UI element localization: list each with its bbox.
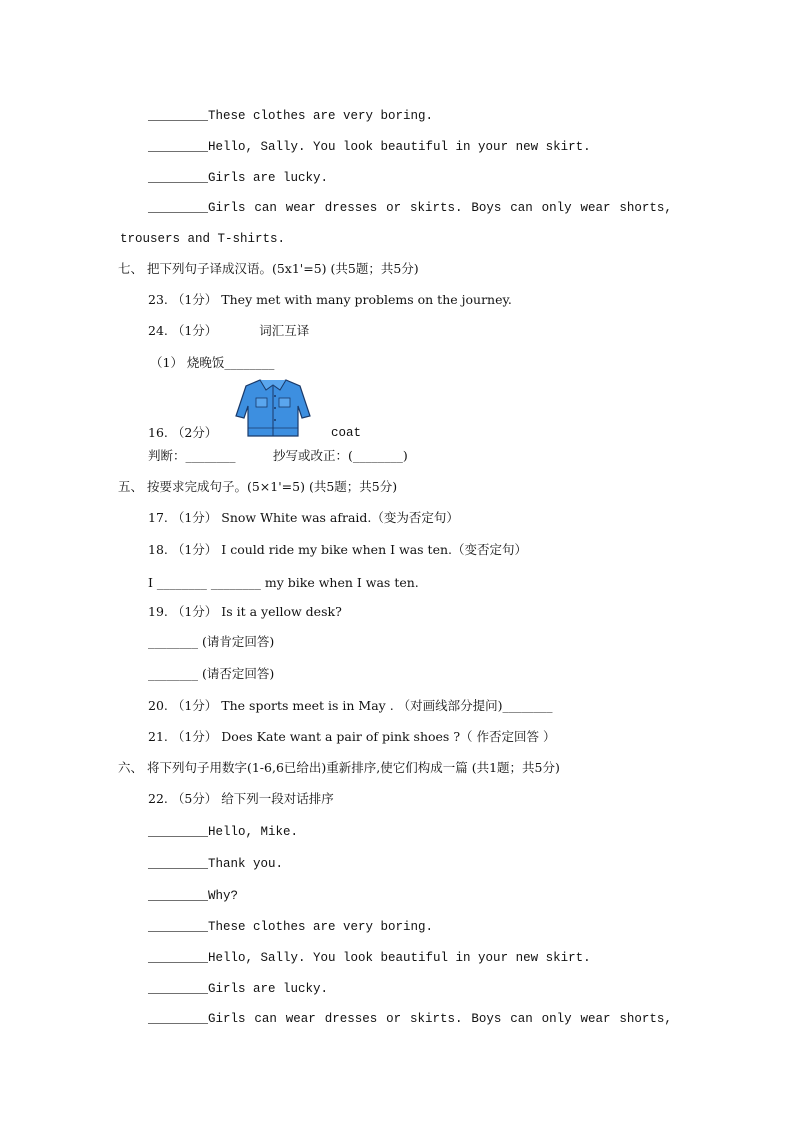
answer-blank[interactable]: ________ <box>148 201 209 215</box>
order-line-2: ________Thank you. <box>148 857 284 871</box>
order-line-1: ________Hello, Mike. <box>148 825 299 839</box>
question-19: 19. （1分） Is it a yellow desk? <box>148 604 342 619</box>
question-23: 23. （1分） They met with many problems on the journey. <box>148 292 512 307</box>
question-19-answer-1: ________ (请肯定回答) <box>148 634 275 649</box>
question-18-answer: I ________ ________ my bike when I was ten. <box>148 575 419 590</box>
question-24-sub: （1） 烧晚饭________ <box>150 355 275 370</box>
section-7-heading: 七、 把下列句子译成汉语。(5x1'=5) (共5题；共5分) <box>118 261 419 276</box>
order-line-7: ________Girls can wear dresses or skirts. Boys can only wear shorts, <box>148 1012 672 1026</box>
jacket-icon <box>234 376 312 438</box>
answer-blank[interactable]: ________ <box>148 825 209 839</box>
vocab-title: 词汇互译 <box>259 323 310 338</box>
question-24: 24. （1分） 词汇互译 <box>148 323 310 338</box>
answer-blank[interactable]: ________ <box>148 171 209 185</box>
order-line-4: ________These clothes are very boring. <box>148 920 434 934</box>
question-16: 16. （2分） <box>148 425 218 440</box>
section-5-heading: 五、 按要求完成句子。(5×1'=5) (共5题；共5分) <box>118 479 398 494</box>
question-17: 17. （1分） Snow White was afraid.（变为否定句） <box>148 510 459 525</box>
question-16-judge: 判断：________ <box>148 448 236 463</box>
question-19-answer-2: ________ (请否定回答) <box>148 666 275 681</box>
order-line-5: ________Hello, Sally. You look beautiful in your new skirt. <box>148 951 591 965</box>
order-line-6: ________Girls are lucky. <box>148 982 329 996</box>
question-22: 22. （5分） 给下列一段对话排序 <box>148 791 334 806</box>
section-6-heading: 六、 将下列句子用数字(1-6,6已给出)重新排序,使它们构成一篇 (共1题；共5分) <box>118 760 560 775</box>
answer-blank[interactable]: ________ <box>148 951 209 965</box>
order-line-top-3: ________Girls are lucky. <box>148 171 329 185</box>
answer-blank[interactable]: ________ <box>148 982 209 996</box>
answer-blank[interactable]: ________ <box>148 1012 209 1026</box>
answer-blank[interactable]: ________ <box>148 140 209 154</box>
order-line-top-4: ________Girls can wear dresses or skirts. Boys can only wear shorts, <box>148 201 672 215</box>
answer-blank[interactable]: ________ <box>148 857 209 871</box>
answer-blank[interactable]: ________ <box>148 889 209 903</box>
question-20: 20. （1分） The sports meet is in May . （对画线部分提问)________ <box>148 698 553 713</box>
order-line-top-1: ________These clothes are very boring. <box>148 109 434 123</box>
answer-blank[interactable]: ________ <box>148 109 209 123</box>
question-18: 18. （1分） I could ride my bike when I was ten.（变否定句） <box>148 542 527 557</box>
order-line-top-5: trousers and T-shirts. <box>120 232 286 246</box>
order-line-top-2: ________Hello, Sally. You look beautiful in your new skirt. <box>148 140 591 154</box>
question-16-word: coat <box>331 426 362 440</box>
question-16-copy: 抄写或改正：(________) <box>273 448 408 463</box>
answer-blank[interactable]: ________ <box>148 920 209 934</box>
order-line-3: ________Why? <box>148 889 239 903</box>
question-21: 21. （1分） Does Kate want a pair of pink shoes ?（ 作否定回答 ） <box>148 729 556 744</box>
